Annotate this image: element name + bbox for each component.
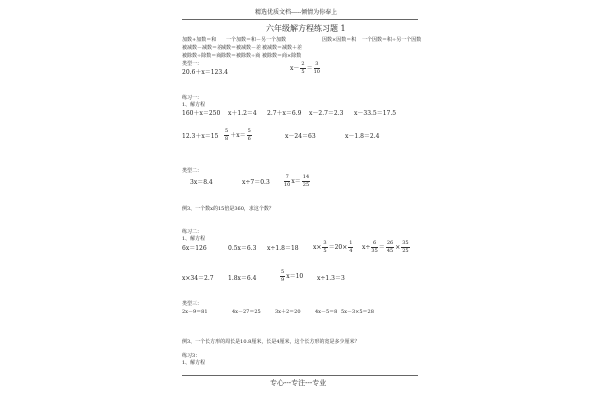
header-title: 精选优质文档-----倾情为你奉上 — [255, 9, 338, 16]
p1-eq-9: x－1.8＝2.4 — [345, 133, 380, 140]
p2-eq-3: x÷1.8＝18 — [267, 245, 299, 252]
type3-eq-1: 2x－9＝81 — [182, 309, 208, 315]
p2-eq-8: $\frac{5}{9}$ x＝10 — [281, 269, 304, 283]
formula-3-1: 被除数÷除数＝商 — [182, 53, 222, 59]
practice3-instruction: 1、解方程 — [182, 360, 206, 366]
practice1-label: 练习一： — [182, 95, 203, 101]
formula-1-2: 一个加数＝和－另一个加数 — [226, 37, 287, 43]
p1-eq-2: x＋1.2＝4 — [228, 110, 257, 117]
example-rectangle: 例3、一个长方形的周长是10.8厘米，长是4厘米，这个长方形的宽是多少厘米？ — [182, 339, 360, 345]
doc-title: 六年级解方程练习题 1 — [266, 24, 346, 33]
p2-eq-7: 1.8x＝6.4 — [228, 275, 257, 282]
header-rule — [182, 19, 418, 20]
formula-1-3: 因数×因数＝积 — [322, 37, 357, 43]
formula-1-1: 加数+加数＝和 — [182, 37, 217, 43]
p1-eq-6: 12.3＋x＝15 — [182, 133, 219, 140]
example-3: 例3、一个数x的15倍是360，求这个数？ — [182, 206, 274, 212]
formula-2-1: 被减数－减数＝差 — [182, 45, 223, 51]
footer-rule — [182, 375, 418, 376]
type2-eq2: x÷7＝0.3 — [242, 179, 270, 186]
footer-text: 专心---专注---专业 — [270, 379, 327, 387]
p2-eq-5: x÷ $\frac{6}{35}$ ＝ $\frac{26}{45}$ × $\frac{35}{25}$ — [362, 240, 409, 254]
formula-2-3: 被减数＝减数＋差 — [262, 45, 303, 51]
p1-eq-3: 2.7＋x＝6.9 — [267, 110, 302, 117]
p1-eq-7: $\frac{5}{8}$ ＋x＝ $\frac{5}{6}$ — [225, 128, 251, 142]
type3-label: 类型三： — [182, 301, 203, 307]
type1-eq2: x－ $\frac{2}{5}$ ＝ $\frac{3}{10}$ — [290, 61, 320, 75]
p1-eq-1: 160＋x＝250 — [182, 110, 221, 117]
type2-eq3: $\frac{7}{10}$ x＝ $\frac{14}{25}$ — [284, 174, 310, 188]
formula-3-3: 被除数＝商×除数 — [262, 53, 302, 59]
formula-1-4: 一个因数＝积÷另一个因数 — [362, 37, 422, 43]
practice2-instruction: 1、解方程 — [182, 236, 206, 242]
type1-eq1: 20.6＋x＝123.4 — [182, 69, 228, 76]
type2-label: 类型二： — [182, 168, 203, 174]
p2-eq-1: 6x＝126 — [182, 245, 207, 252]
p1-eq-4: x－2.7＝2.3 — [309, 110, 344, 117]
p2-eq-2: 0.5x＝6.3 — [228, 245, 257, 252]
practice2-label: 练习二： — [182, 229, 203, 235]
p1-eq-5: x－33.5＝17.5 — [354, 110, 397, 117]
formula-3-2: 除数＝被除数÷商 — [221, 53, 261, 59]
p1-eq-8: x－24＝63 — [285, 133, 316, 140]
formula-2-2: 减数＝被减数－差 — [221, 45, 262, 51]
practice3-label: 练习3： — [182, 353, 201, 359]
p2-eq-6: x×34＝2.7 — [182, 275, 214, 282]
type1-label: 类型一： — [182, 61, 203, 67]
type3-eq-2: 4x－27＝25 — [232, 309, 261, 315]
p2-eq-4: x× $\frac{3}{5}$ ＝20× $\frac{1}{4}$ — [313, 240, 353, 254]
p2-eq-9: x÷1.3＝3 — [317, 275, 345, 282]
type3-eq-4: 4x－5＝8 — [315, 309, 338, 315]
type3-eq-5: 5x－3×5＝28 — [341, 309, 374, 315]
practice1-instruction: 1、解方程 — [182, 102, 206, 108]
type3-eq-3: 3x＋2＝20 — [275, 309, 301, 315]
type2-eq1: 3x＝8.4 — [190, 179, 213, 186]
